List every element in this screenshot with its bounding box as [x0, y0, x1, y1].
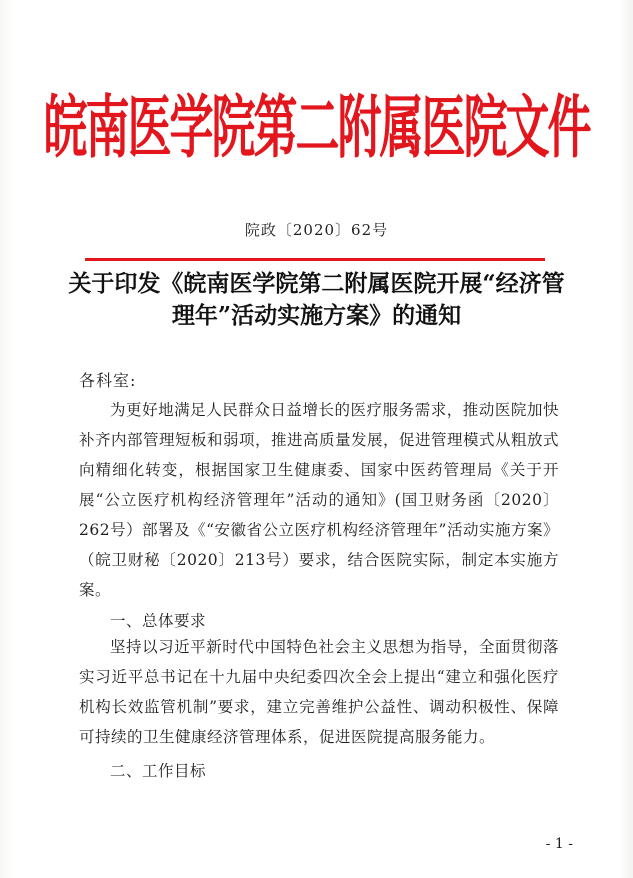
notice-title: 关于印发《皖南医学院第二附属医院开展“经济管理年”活动实施方案》的通知	[68, 270, 565, 329]
section-heading-1: 一、总体要求	[110, 612, 207, 630]
addressee: 各科室:	[79, 371, 137, 390]
body-paragraph-1: 为更好地满足人民群众日益增长的医疗服务需求，推动医院加快补齐内部管理短板和弱项，推进高质量发展，促进管理模式从粗放式向精细化转变，根据国家卫生健康委、国家中医药管理局《关于开展“公立医疗机构经济管理年”活动的通知》(国卫财务函〔2020〕262号）部署及《“安徽省公立医疗机构经济管理年”活动实施方案》（皖卫财秘〔2020〕213号）要求，结合医院实际，制定本实施方案。	[79, 401, 560, 599]
page-number: - 1 -	[545, 836, 573, 852]
document-header-title: 皖南医学院第二附属医院文件	[43, 88, 590, 168]
document-number: 院政〔2020〕62号	[244, 221, 389, 239]
red-divider-line	[85, 258, 545, 261]
section-heading-2: 二、工作目标	[110, 762, 207, 780]
body-paragraph-2: 坚持以习近平新时代中国特色社会主义思想为指导，全面贯彻落实习近平总书记在十九届中央纪委四次全会上提出“建立和强化医疗机构长效监管机制”要求，建立完善维护公益性、调动积极性、保障可持续的卫生健康经济管理体系，促进医院提高服务能力。	[79, 638, 559, 746]
